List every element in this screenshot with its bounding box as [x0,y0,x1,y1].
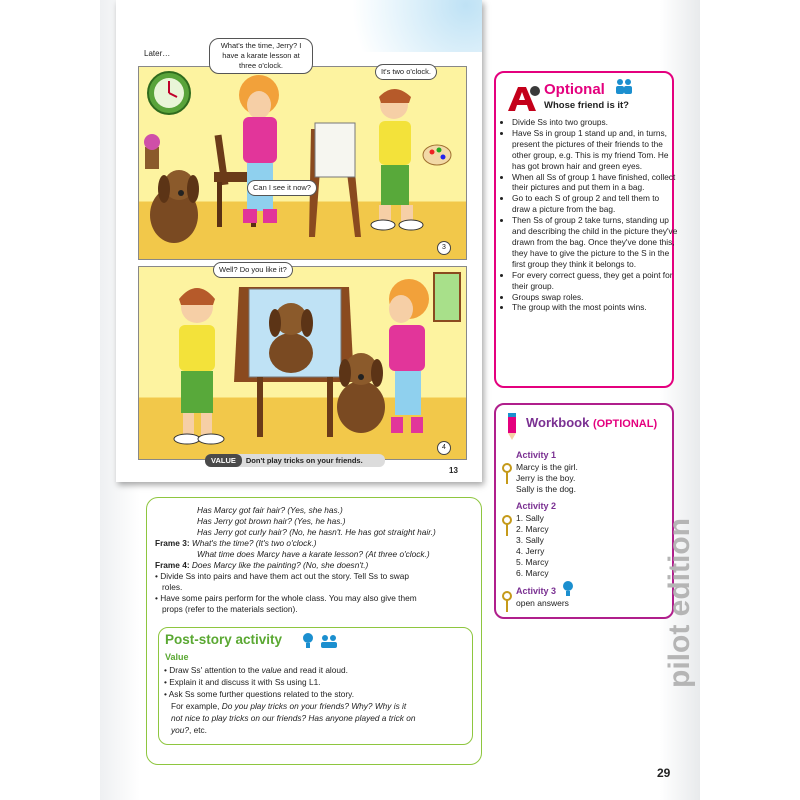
list-item: • Groups swap roles. [512,292,678,303]
bullet-text: Have some pairs perform for the whole class. You may also give them [160,593,417,603]
frame-3-illustration [139,67,466,259]
bullet-line: • Have some pairs perform for the whole class. You may also give them [155,593,417,603]
post-line [171,713,415,724]
workbook-title-text: Workbook [526,415,590,430]
workbook-title [526,415,657,430]
question-line [197,549,430,560]
group-icon [614,77,634,95]
activity-2-line: 3. Sally [516,535,544,545]
optional-subtitle: Whose friend is it? [544,100,629,111]
speech-bubble-two-oclock: It's two o'clock. [375,64,437,80]
list-item: • Go to each S of group 2 and tell them to draw a picture from the bag. [512,193,678,215]
post-text: Explain it and discuss it with Ss using L1. [169,677,321,687]
activity-1-heading: Activity 1 [516,450,557,460]
bullet-continuation: props (refer to the materials section). [162,604,298,614]
page-number: 29 [657,766,671,780]
post-text-italic: not nice to play tricks on our friends? Has anyone played a trick on [171,713,416,723]
frame-3-line [155,538,317,549]
post-line: • Explain it and discuss it with Ss using L1. [164,677,321,687]
pilot-edition-text: pilot edition [663,518,696,688]
activity-2-heading: Activity 2 [516,501,557,511]
workbook-title-optional: (OPTIONAL) [592,418,658,430]
list-item: • For every correct guess, they get a point for their group. [512,270,678,292]
lightbulb-icon [562,581,574,597]
list-item: • The group with the most points wins. [512,302,678,313]
question-line [197,527,436,538]
key-icon [500,463,514,485]
post-story-title: Post-story activity [165,632,283,647]
frame-4-label: Frame 4: [155,560,190,570]
post-line [171,701,406,712]
post-text-italic: Do you play tricks on your friends? Why? Why is it [221,701,407,711]
optional-activity-box [494,71,678,388]
frame-number-4: 4 [437,441,451,455]
key-icon [500,515,514,537]
lightbulb-pair-icon [301,632,341,650]
activity-2-line: 1. Sally [516,513,544,523]
post-text: Ask Ss some further questions related to the story. [168,689,354,699]
pilot-edition-watermark [657,490,697,690]
speech-bubble-see-it: Can I see it now? [247,180,317,196]
frame-4-illustration [139,267,466,459]
speech-bubble-time: What's the time, Jerry? I have a karate lesson at three o'clock. [209,38,313,74]
post-text: and read it aloud. [281,665,348,675]
frame-4-line [155,560,368,571]
frame-3-label: Frame 3: [155,538,190,548]
activity-1-line: Jerry is the boy. [516,473,576,483]
frame-number-3: 3 [437,241,451,255]
activity-1-line: Sally is the dog. [516,484,577,494]
comic-page [116,0,482,482]
key-icon [500,591,514,613]
later-caption: Later… [144,49,171,58]
activity-2-line: 4. Jerry [516,546,545,556]
bullet-line: • Divide Ss into pairs and have them act out the story. Tell Ss to swap [155,571,409,581]
workbook-box [494,403,674,619]
comic-frame-4 [138,266,467,460]
letter-a-icon [504,83,540,113]
pencil-icon [502,411,522,441]
activity-2-line: 2. Marcy [516,524,549,534]
list-item: • Divide Ss into two groups. [512,117,678,128]
activity-2-line: 6. Marcy [516,568,549,578]
comic-page-number: 13 [449,466,458,475]
question-text: Has Jerry got brown hair? (Yes, he has.) [197,516,346,526]
list-item [512,128,678,172]
question-text: Has Jerry got curly hair? (No, he hasn't. He has got straight hair.) [197,527,436,537]
value-heading: Value [165,652,189,662]
list-item: • Then Ss of group 2 take turns, standing up and describing the child in the picture they've drawn from the bag. Once they've done this, they have to give the picture to the S in the first group they think it belongs to. [512,215,678,270]
question-text: Does Marcy like the painting? (No, she doesn't.) [191,560,369,570]
post-text: , etc. [189,725,207,735]
question-text: Has Marcy got fair hair? (Yes, she has.) [197,505,343,515]
list-item: • When all Ss of group 1 have finished, collect their pictures and put them in a bag. [512,172,678,194]
question-text: What's the time? (It's two o'clock.) [191,538,317,548]
water-bubbles-decoration [322,0,482,52]
post-line: • Ask Ss some further questions related to the story. [164,689,354,699]
optional-steps-list [502,117,678,313]
question-text: What time does Marcy have a karate lesson? (At three o'clock.) [197,549,430,559]
question-line [197,516,346,527]
post-text-italic: value [261,665,282,675]
activity-1-line: Marcy is the girl. [516,462,578,472]
post-text-italic: you? [171,725,189,735]
activity-3-heading: Activity 3 [516,586,557,596]
list-item-text: Have Ss in group 1 stand up and, in turns, present the pictures of their friends to the other group, e.g. This is my friend Tom. He has got brown hair and green eyes. [512,127,669,171]
value-tag: VALUE [205,454,242,467]
value-text: Don't play tricks on your friends. [245,456,363,465]
post-line: • Draw Ss' attention to the value and read it aloud. [164,665,348,675]
speech-bubble-like-it: Well? Do you like it? [213,262,293,278]
value-banner [205,454,385,467]
optional-title: Optional [544,81,605,98]
comic-frame-3 [138,66,467,260]
activity-2-line: 5. Marcy [516,557,549,567]
bullet-text: Divide Ss into pairs and have them act out the story. Tell Ss to swap [160,571,409,581]
post-text: For example, [171,701,222,711]
question-line [197,505,343,516]
post-text: Draw Ss' attention to the [169,665,262,675]
post-line [171,725,207,736]
activity-3-line: open answers [516,598,569,608]
bullet-continuation: roles. [162,582,183,592]
